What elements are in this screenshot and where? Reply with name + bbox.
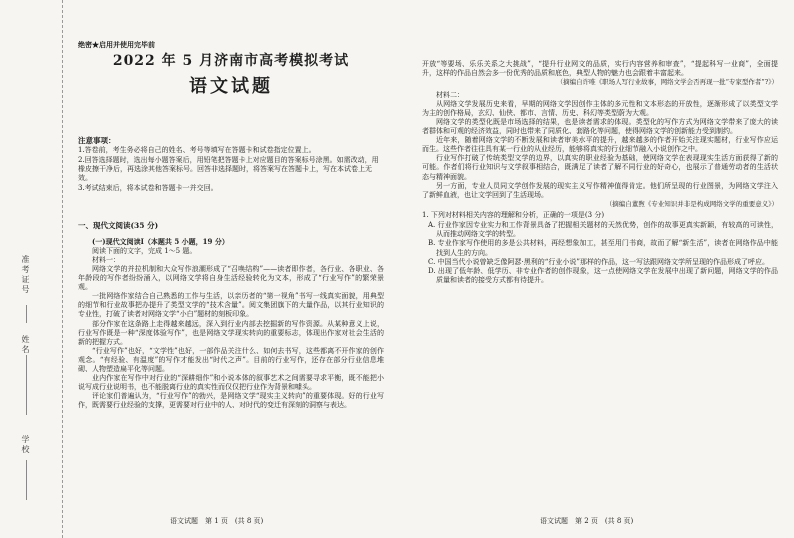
- instruction: 阅读下面的文字，完成 1～5 题。: [92, 247, 197, 255]
- paragraph: “行业写作”也好，“文学性”也好，一部作品关注什么、如何去书写，这些都离不开作家的创作观念。“有经验、有温度”的写作才能发出“时代之声”。目前的行业写作，还存在部分行业信息堆砌、人物塑造扁平化等问题。: [78, 346, 384, 374]
- paragraph: 评论家们普遍认为，“行业写作”的勃兴，是网络文学“现实主义转向”的重要体现。好的行业写作，既需要行业经验的支撑，更需要对行业中的人、对时代的变迁有深刻的洞察与表达。: [78, 392, 384, 410]
- name-line: [26, 355, 27, 415]
- notice-item: 1.答卷前，考生务必将自己的姓名、考号等填写在答题卡和试卷指定位置上。: [78, 146, 316, 154]
- school-label: 学校: [21, 435, 30, 455]
- answer-option: A. 行业作家因专业实力和工作背景具备了把握相关题材的天然优势，创作的故事更真实新颖，有较高的可读性，从而推动网络文学的转型。: [428, 220, 778, 239]
- confidential-mark: 绝密★启用并使用完毕前: [78, 40, 155, 49]
- question-stem: 1. 下列对材料相关内容的理解和分析，正确的一项是(3 分): [422, 211, 605, 220]
- paragraph: 网络文学的并拉机制和大众写作浪潮形成了“召唤结构”——读者即作者，各行业、各职业、各年龄段的写作者纷纷涌入，以网络文学将自身生活经验转化为文本，形成了“行业写作”的繁荣景观。: [78, 265, 384, 292]
- page-footer: 语文试题 第 1 页 (共 8 页): [170, 517, 264, 525]
- paragraph: 从网络文学发展历史来看，早期的网络文学因创作主体的多元性和文本形态的开放性，逐渐形成了以类型文学为主的创作格局，玄幻、仙侠、都市、言情、历史、科幻等类型蔚为大观。: [422, 99, 778, 117]
- ticket-number-line: [26, 305, 27, 323]
- answer-option: C. 中国当代小说曾缺乏像阿瑟·黑利的“行业小说”那样的作品，这一写法跟网络文学所呈现的作品形成了呼应。: [428, 257, 769, 266]
- source-note: （摘编自许唯《职场人写行业故事，网络文学会否再现一批“专家型作者”?》）: [556, 78, 778, 87]
- binding-margin: [0, 0, 63, 538]
- page-footer: 语文试题 第 2 页 (共 8 页): [540, 517, 634, 525]
- answer-option: B. 专业作家写作使用的多是公共材料，再经想象加工，甚至用门书商，故而了解“新生活”，读者在网络作品中能找到人生的方向。: [428, 239, 778, 257]
- reading-section: [78, 220, 384, 411]
- subject-title: 语文试题: [189, 76, 273, 97]
- material-label: 材料一：: [92, 256, 120, 264]
- paragraph: 近年来，随着网络文学的不断发展和读者审美水平的提升，越来越多的作者开始关注现实题材，行业写作应运而生。这些作者往往具有某一行业的从业经历，能够将真实的行业细节融入小说创作之中。: [422, 136, 778, 154]
- ticket-number-label: 准考证号: [21, 255, 30, 295]
- paragraph: 另一方面，专业人员同文学创作发展的现实主义写作精神值得肯定。他们所呈现的行业图景，为网络文学注入了新鲜血液，也让文学回到了生活现场。: [422, 181, 778, 199]
- school-line: [26, 460, 27, 500]
- source-note: （摘编自董煦《专业知识并非是构成网络文学的重要意义》）: [605, 199, 778, 208]
- paragraph: 网络文学的类型化既是市场选择的结果，也是读者需求的体现。类型化的写作方式为网络文学带来了庞大的读者群体和可观的经济效益，同时也带来了同质化、套路化等问题，使得网络文学的创新能力受到制约。: [422, 117, 778, 136]
- exam-page-2: [400, 0, 794, 538]
- notice-item: 2.回答选择题时，选出每小题答案后，用铅笔把答题卡上对应题目的答案标号涂黑。如需改动，用橡皮擦干净后，再选涂其他答案标号。回答非选择题时，将答案写在答题卡上，写在本试卷上无效。: [78, 156, 379, 183]
- exam-title: 2022 年 5 月济南市高考模拟考试: [112, 53, 350, 69]
- notice-heading: 注意事项：: [78, 136, 116, 145]
- material-label: 材料二：: [436, 90, 464, 99]
- paragraph: 业内作家在写作中对行业的“深耕细作”和小说本体的叙事艺术之间需要寻求平衡，既不能把小说写成行业说明书，也不能脱离行业的真实性而仅仅把行业作为背景和噱头。: [78, 374, 384, 392]
- paragraph: 开放“等要场、乐乐关系之大挑战”，“提升行业网文的品质，实行内容营养和审查”，“提起科写一业商”，全面提升，这样的作品自然会多一份优秀的品质和底色，典型人物的魅力也会跟着丰富起来。: [422, 60, 778, 78]
- paragraph: 行业写作打破了传统类型文学的边界，以真实的职业经验为基础，使网络文学在表现现实生活方面获得了新的可能。作者们将行业知识与文学叙事相结合，既满足了读者了解不同行业的好奇心，也展示了普通劳动者的生活状态与精神面貌。: [422, 154, 778, 181]
- paragraph: 一批网络作家结合自己熟悉的工作与生活，以亲历者的“第一视角”书写一线真实面貌，用典型的细节和行业故事把办提升了类型文学的“技术含量”。阅文集团旗下的大量作品，以其行业知识的专业性，打破了读者对网络文学“小白”题材的刻板印象。: [78, 292, 384, 319]
- answer-option: D. 出现了低年龄、低学历、非专业作者的创作现象，这一点使网络文学在发展中出现了新问题，网络文学的作品质量和读者的接受方式都有待提升。: [428, 266, 778, 285]
- name-label: 姓名: [21, 335, 30, 355]
- notice-item: 3.考试结束后，将本试卷和答题卡一并交回。: [78, 184, 218, 192]
- section-heading: 一、现代文阅读(35 分): [78, 221, 159, 230]
- paragraph: 部分作家在这条路上走得越来越远，深入到行业内部去挖掘新的写作资源。从某种意义上说，行业写作既是一种“深度体验写作”，也是网络文学现实转向的重要标志，体现出作家对社会生活的新的把握方式。: [78, 319, 384, 346]
- subsection-heading: (一)现代文阅读Ⅰ（本题共 5 小题，19 分）: [92, 237, 229, 246]
- reading-continued: [422, 60, 778, 285]
